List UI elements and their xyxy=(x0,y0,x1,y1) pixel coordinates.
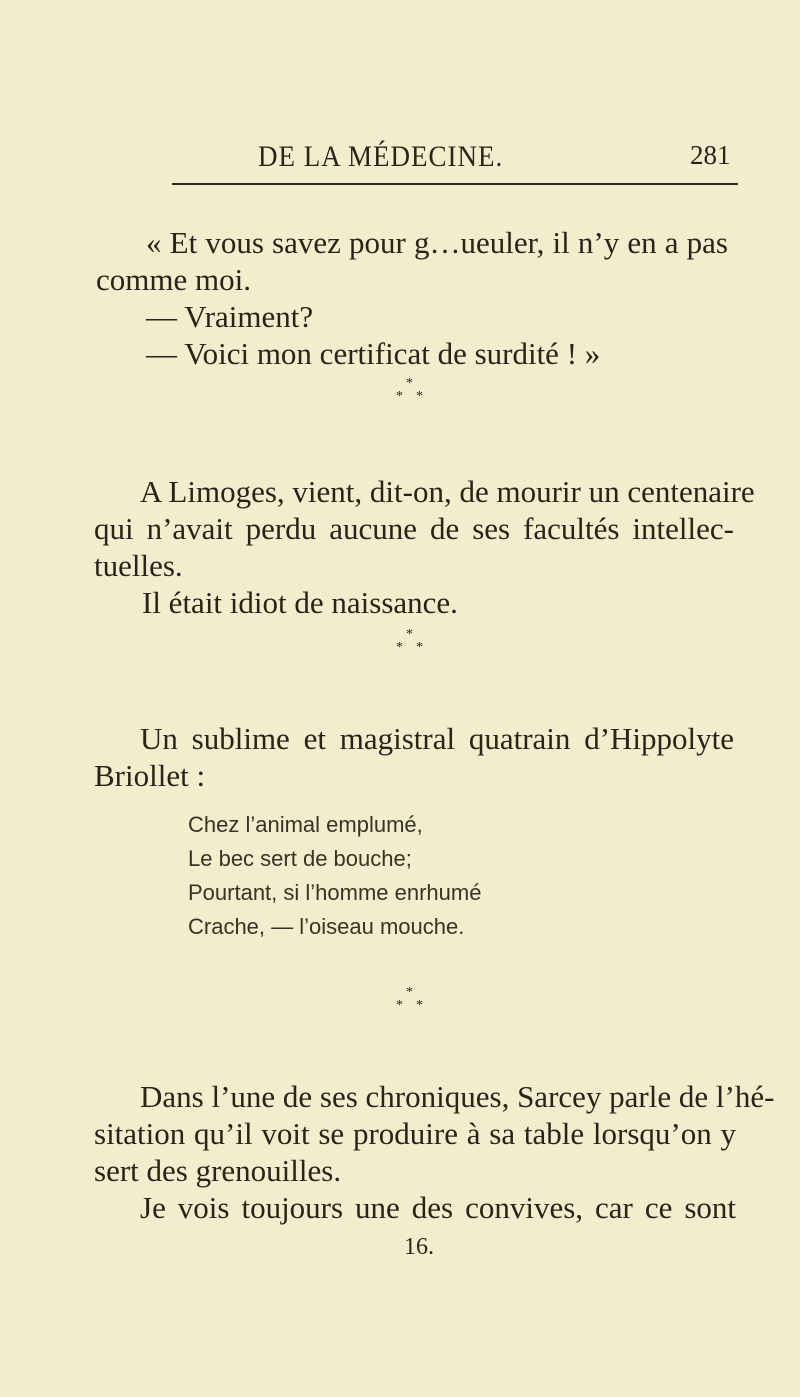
poem-line: Le bec sert de bouche; xyxy=(188,846,412,871)
paragraph-line: comme moi. xyxy=(96,262,251,297)
separator-star: * xyxy=(416,640,423,655)
header-rule xyxy=(172,183,738,185)
separator-star: * xyxy=(416,389,423,404)
separator-star: * xyxy=(406,985,413,1000)
separator-star: * xyxy=(396,389,403,404)
separator-star: * xyxy=(396,640,403,655)
paragraph-line: qui n’avait perdu aucune de ses facultés intellec- xyxy=(94,511,734,546)
paragraph-line: « Et vous savez pour g…ueuler, il n’y en a pas xyxy=(146,225,728,260)
paragraph-line: A Limoges, vient, dit-on, de mourir un centenaire xyxy=(140,474,755,509)
paragraph-line: Un sublime et magistral quatrain d’Hippolyte xyxy=(140,721,734,756)
poem-line: Crache, — l’oiseau mouche. xyxy=(188,914,465,939)
paragraph-line: sitation qu’il voit se produire à sa table lorsqu’on y xyxy=(94,1116,736,1151)
paragraph-line: Briollet : xyxy=(94,758,206,793)
paragraph-line: sert des grenouilles. xyxy=(94,1153,342,1188)
running-title: DE LA MÉDECINE. xyxy=(258,140,504,173)
paragraph-line: Il était idiot de naissance. xyxy=(142,585,458,620)
separator-star: * xyxy=(396,998,403,1013)
paragraph-line: — Voici mon certificat de surdité ! » xyxy=(146,336,601,371)
paragraph-line: tuelles. xyxy=(94,548,183,583)
paragraph-line: Je vois toujours une des convives, car ce sont xyxy=(140,1190,736,1225)
separator-star: * xyxy=(416,998,423,1013)
paragraph-line: Dans l’une de ses chroniques, Sarcey parle de l’hé- xyxy=(140,1079,775,1114)
poem-line: Chez l’animal emplumé, xyxy=(188,812,423,837)
separator-star: * xyxy=(406,376,413,391)
poem-line: Pourtant, si l’homme enrhumé xyxy=(188,880,482,905)
separator-star: * xyxy=(406,627,413,642)
signature-mark: 16. xyxy=(404,1234,434,1260)
page-header xyxy=(0,140,800,176)
paragraph-line: — Vraiment? xyxy=(146,299,314,334)
page-number: 281 xyxy=(690,140,731,170)
